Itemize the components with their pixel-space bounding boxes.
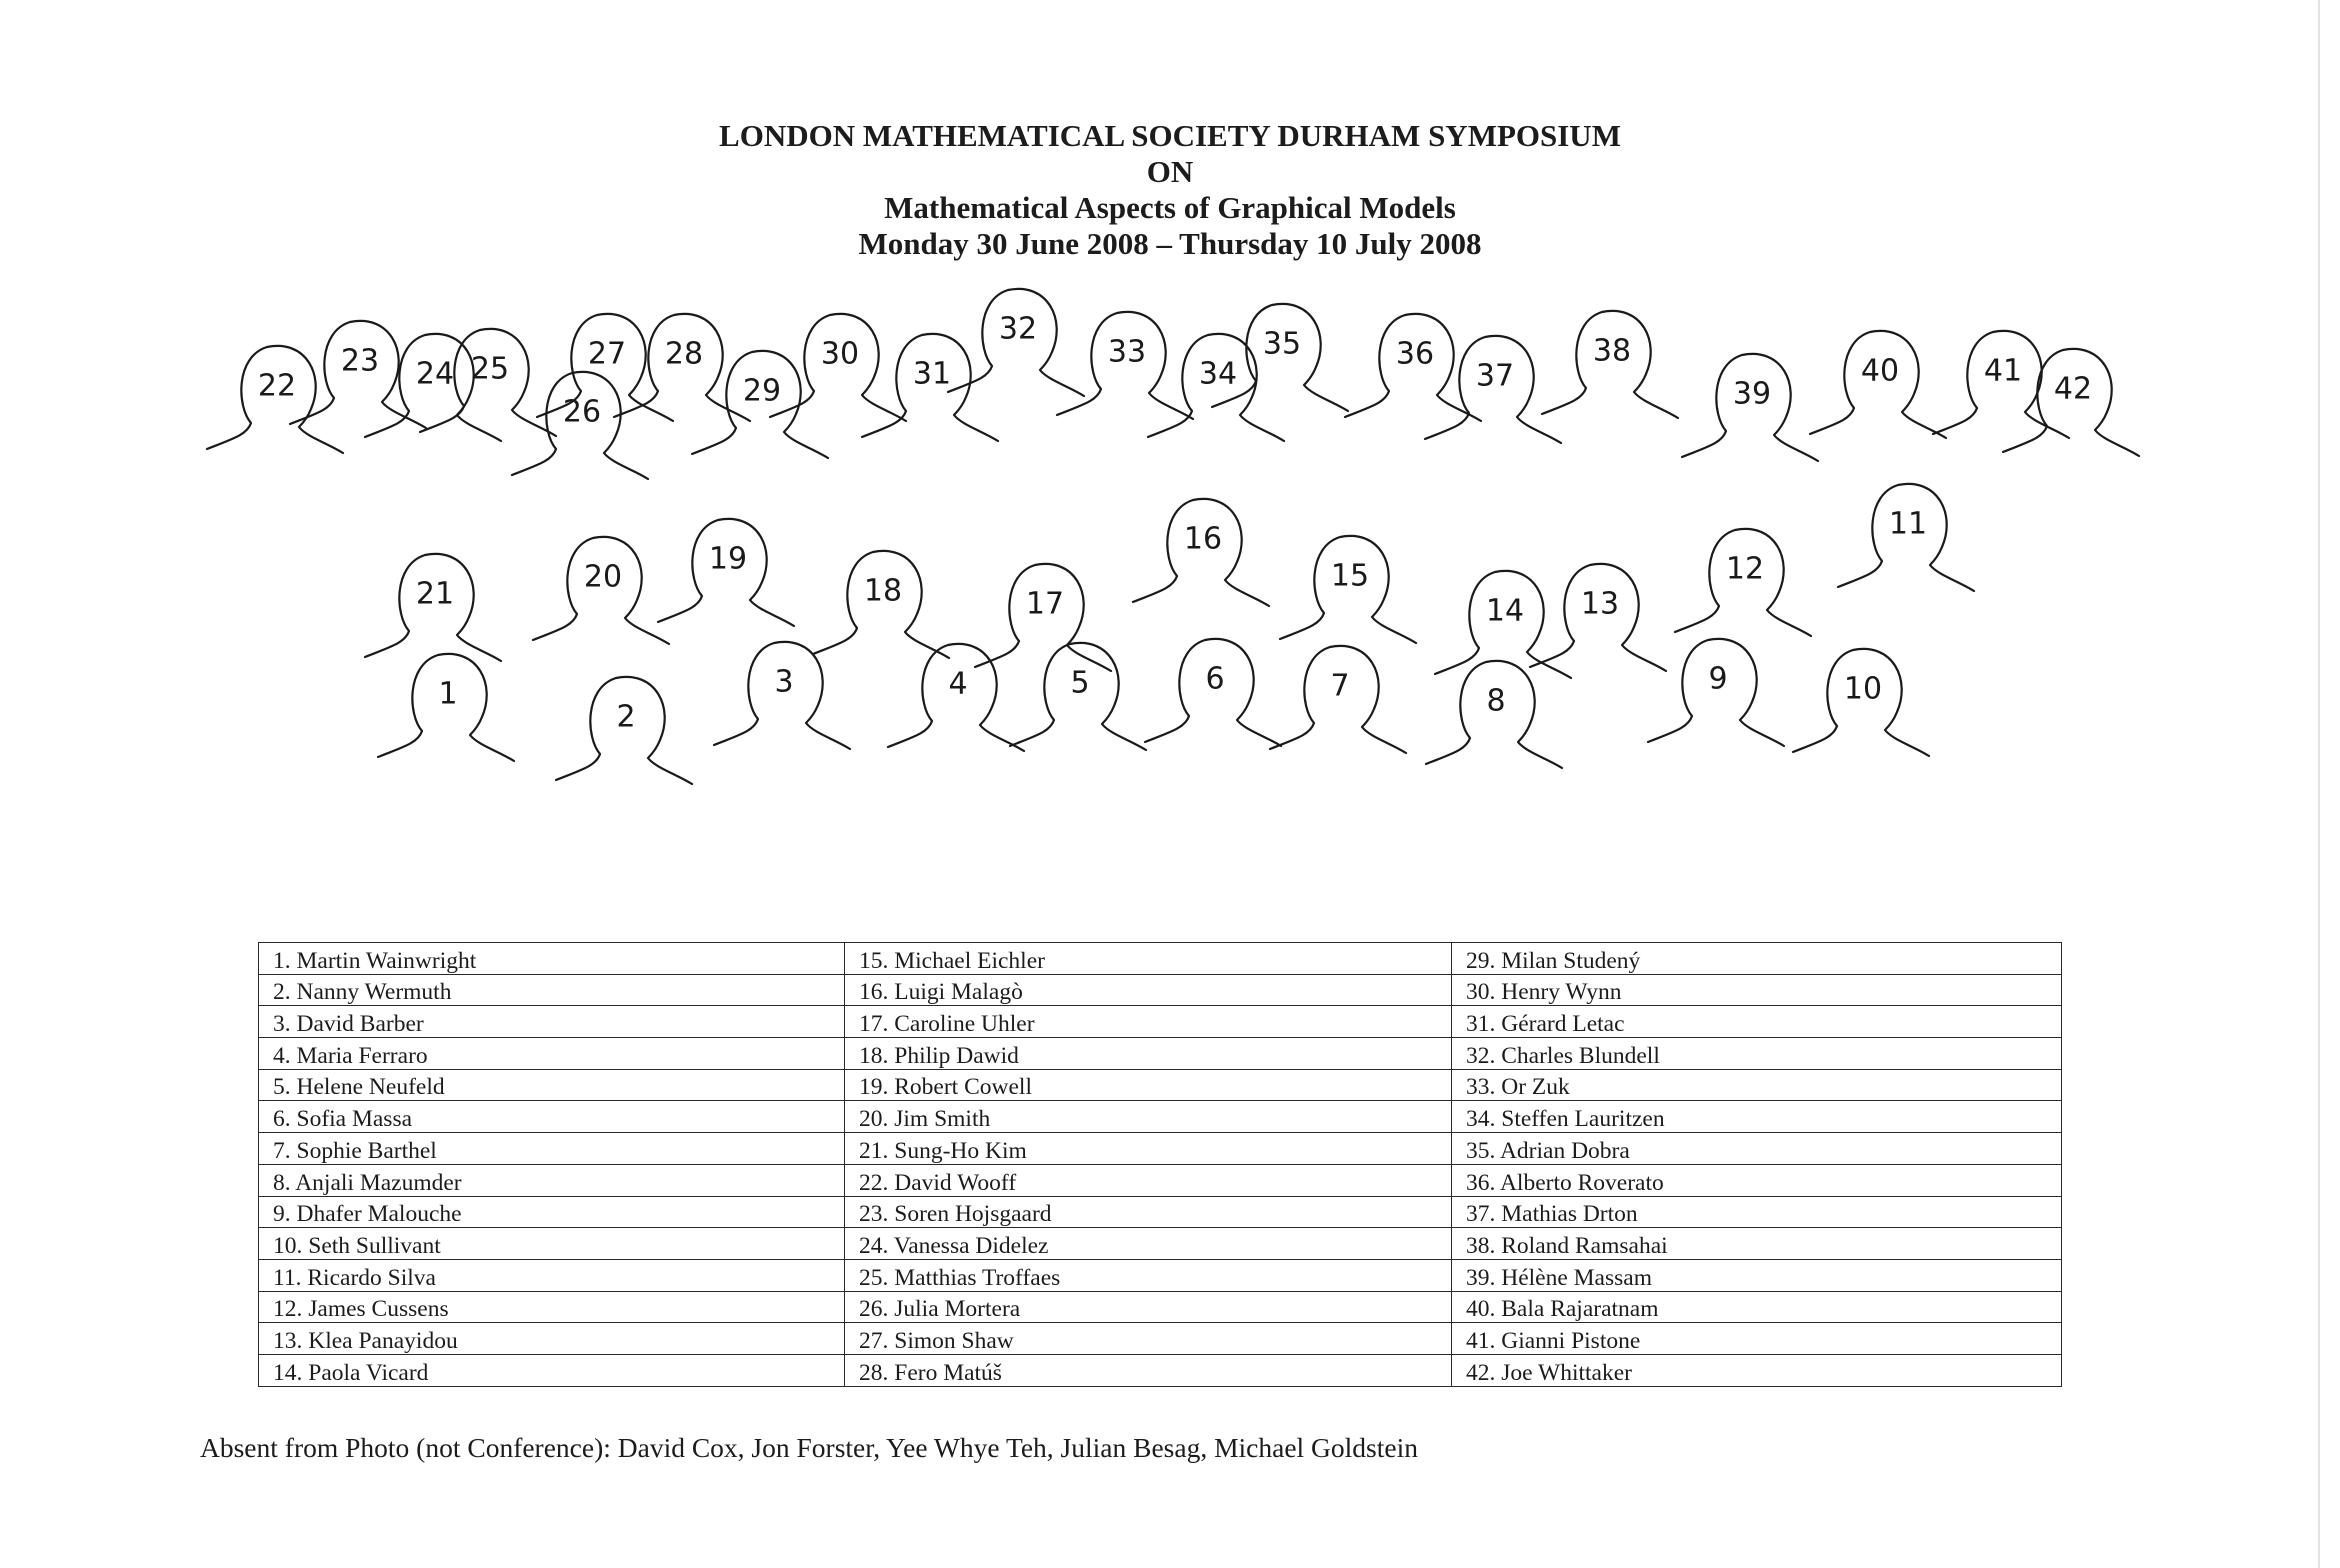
participant-cell: 30. Henry Wynn xyxy=(1452,974,2062,1006)
table-row xyxy=(259,1133,2062,1165)
head-sketch xyxy=(1542,311,1678,418)
head-sketch xyxy=(692,351,828,458)
participant-cell: 34. Steffen Lauritzen xyxy=(1452,1101,2062,1133)
participant-cell: 7. Sophie Barthel xyxy=(259,1133,845,1165)
head-number: 2 xyxy=(616,699,636,735)
participant-cell: 36. Alberto Roverato xyxy=(1452,1164,2062,1196)
participant-cell: 29. Milan Studený xyxy=(1452,943,2062,975)
participant-cell: 33. Or Zuk xyxy=(1452,1069,2062,1101)
participant-cell: 37. Mathias Drton xyxy=(1452,1196,2062,1228)
head-sketch xyxy=(1682,354,1818,461)
photo-key-sketch xyxy=(0,280,2340,800)
head-sketch xyxy=(1810,331,1946,438)
head-number: 33 xyxy=(1107,334,1147,370)
table-row xyxy=(259,943,2062,975)
head-sketch xyxy=(1838,484,1974,591)
table-row xyxy=(259,1069,2062,1101)
head-number: 37 xyxy=(1475,358,1515,394)
participant-cell: 5. Helene Neufeld xyxy=(259,1069,845,1101)
head-sketch xyxy=(1425,336,1561,443)
participant-cell: 20. Jim Smith xyxy=(845,1101,1452,1133)
head-number: 40 xyxy=(1860,353,1900,389)
participant-cell: 42. Joe Whittaker xyxy=(1452,1354,2062,1386)
participant-cell: 24. Vanessa Didelez xyxy=(845,1228,1452,1260)
head-number: 23 xyxy=(340,343,380,379)
head-number: 1 xyxy=(438,676,458,712)
head-sketch xyxy=(378,654,514,761)
head-number: 31 xyxy=(912,356,952,392)
table-row xyxy=(259,1038,2062,1070)
participant-table xyxy=(258,942,2062,1387)
head-number: 25 xyxy=(470,351,510,387)
head-sketch xyxy=(1675,529,1811,636)
head-sketch xyxy=(658,519,794,626)
head-number: 8 xyxy=(1486,683,1506,719)
head-sketch xyxy=(714,642,850,749)
head-sketch xyxy=(1648,639,1784,746)
participant-cell: 38. Roland Ramsahai xyxy=(1452,1228,2062,1260)
participant-cell: 23. Soren Hojsgaard xyxy=(845,1196,1452,1228)
participant-cell: 19. Robert Cowell xyxy=(845,1069,1452,1101)
participant-cell: 8. Anjali Mazumder xyxy=(259,1164,845,1196)
participant-cell: 4. Maria Ferraro xyxy=(259,1038,845,1070)
head-sketch xyxy=(556,677,692,784)
head-number: 36 xyxy=(1395,336,1435,372)
head-number: 5 xyxy=(1070,665,1090,701)
participant-cell: 1. Martin Wainwright xyxy=(259,943,845,975)
head-number: 29 xyxy=(742,373,782,409)
participant-cell: 10. Seth Sullivant xyxy=(259,1228,845,1260)
head-sketch xyxy=(365,334,501,441)
head-sketch xyxy=(533,537,669,644)
head-number: 13 xyxy=(1580,586,1620,622)
head-number: 30 xyxy=(820,336,860,372)
head-number: 39 xyxy=(1732,376,1772,412)
head-number: 26 xyxy=(562,394,602,430)
head-number: 24 xyxy=(415,356,455,392)
head-number: 28 xyxy=(664,336,704,372)
head-sketch xyxy=(770,314,906,421)
head-sketch xyxy=(1270,646,1406,753)
participant-cell: 15. Michael Eichler xyxy=(845,943,1452,975)
head-number: 12 xyxy=(1725,551,1765,587)
title-line: LONDON MATHEMATICAL SOCIETY DURHAM SYMPOSIUM xyxy=(719,118,1621,153)
table-row xyxy=(259,1006,2062,1038)
head-sketch xyxy=(948,289,1084,396)
participant-cell: 27. Simon Shaw xyxy=(845,1323,1452,1355)
table-row xyxy=(259,1101,2062,1133)
date-range: Monday 30 June 2008 – Thursday 10 July 2008 xyxy=(858,226,1482,261)
participant-cell: 25. Matthias Troffaes xyxy=(845,1259,1452,1291)
head-number: 11 xyxy=(1888,506,1928,542)
head-number: 34 xyxy=(1198,356,1238,392)
table-row xyxy=(259,1164,2062,1196)
head-number: 19 xyxy=(708,541,748,577)
head-sketch xyxy=(1280,536,1416,643)
head-number: 22 xyxy=(257,368,297,404)
participant-cell: 32. Charles Blundell xyxy=(1452,1038,2062,1070)
head-sketch xyxy=(614,314,750,421)
head-number: 15 xyxy=(1330,558,1370,594)
head-sketch xyxy=(1530,564,1666,671)
scan-edge xyxy=(2318,0,2320,1568)
participant-cell: 16. Luigi Malagò xyxy=(845,974,1452,1006)
participant-cell: 17. Caroline Uhler xyxy=(845,1006,1452,1038)
table-row xyxy=(259,1228,2062,1260)
table-row xyxy=(259,974,2062,1006)
absent-note: Absent from Photo (not Conference): David Cox, Jon Forster, Yee Whye Teh, Julian Besag, Michael Goldstein xyxy=(200,1432,1418,1463)
head-sketch xyxy=(1793,649,1929,756)
head-sketch xyxy=(813,551,949,658)
participant-cell: 39. Hélène Massam xyxy=(1452,1259,2062,1291)
participant-cell: 13. Klea Panayidou xyxy=(259,1323,845,1355)
head-number: 20 xyxy=(583,559,623,595)
participant-cell: 3. David Barber xyxy=(259,1006,845,1038)
head-number: 18 xyxy=(863,573,903,609)
head-number: 17 xyxy=(1025,586,1065,622)
head-sketch xyxy=(1010,643,1146,750)
head-number: 42 xyxy=(2053,371,2093,407)
participant-cell: 9. Dhafer Malouche xyxy=(259,1196,845,1228)
head-number: 9 xyxy=(1708,661,1728,697)
participant-cell: 40. Bala Rajaratnam xyxy=(1452,1291,2062,1323)
head-number: 10 xyxy=(1843,671,1883,707)
head-sketch xyxy=(365,554,501,661)
participant-cell: 35. Adrian Dobra xyxy=(1452,1133,2062,1165)
table-row xyxy=(259,1323,2062,1355)
head-sketch xyxy=(975,564,1111,671)
participant-cell: 41. Gianni Pistone xyxy=(1452,1323,2062,1355)
subtitle: Mathematical Aspects of Graphical Models xyxy=(884,190,1456,225)
head-sketch xyxy=(862,334,998,441)
participant-cell: 14. Paola Vicard xyxy=(259,1354,845,1386)
head-number: 32 xyxy=(998,311,1038,347)
table-row xyxy=(259,1259,2062,1291)
head-sketch xyxy=(2003,349,2139,456)
head-number: 14 xyxy=(1485,593,1525,629)
head-number: 41 xyxy=(1983,353,2023,389)
participant-cell: 28. Fero Matúš xyxy=(845,1354,1452,1386)
head-sketch xyxy=(207,346,343,453)
table-row xyxy=(259,1196,2062,1228)
participant-cell: 12. James Cussens xyxy=(259,1291,845,1323)
participant-cell: 2. Nanny Wermuth xyxy=(259,974,845,1006)
document-header xyxy=(0,118,2340,262)
head-number: 7 xyxy=(1330,668,1350,704)
head-number: 3 xyxy=(774,664,794,700)
head-number: 38 xyxy=(1592,333,1632,369)
participant-cell: 31. Gérard Letac xyxy=(1452,1006,2062,1038)
participant-cell: 22. David Wooff xyxy=(845,1164,1452,1196)
participant-cell: 21. Sung-Ho Kim xyxy=(845,1133,1452,1165)
head-sketch xyxy=(888,644,1024,751)
head-number: 27 xyxy=(587,336,627,372)
head-sketch xyxy=(1057,312,1193,419)
participant-cell: 18. Philip Dawid xyxy=(845,1038,1452,1070)
participant-cell: 26. Julia Mortera xyxy=(845,1291,1452,1323)
title-on: ON xyxy=(1146,154,1194,189)
participant-cell: 6. Sofia Massa xyxy=(259,1101,845,1133)
table-row xyxy=(259,1354,2062,1386)
head-number: 35 xyxy=(1262,326,1302,362)
head-number: 16 xyxy=(1183,521,1223,557)
head-sketch xyxy=(1426,661,1562,768)
head-number: 6 xyxy=(1205,661,1225,697)
head-sketch xyxy=(1133,499,1269,606)
head-sketch xyxy=(1145,639,1281,746)
head-number: 4 xyxy=(948,666,968,702)
head-sketch xyxy=(537,314,673,421)
head-number: 21 xyxy=(415,576,455,612)
participant-cell: 11. Ricardo Silva xyxy=(259,1259,845,1291)
head-sketch xyxy=(1933,331,2069,438)
table-row xyxy=(259,1291,2062,1323)
